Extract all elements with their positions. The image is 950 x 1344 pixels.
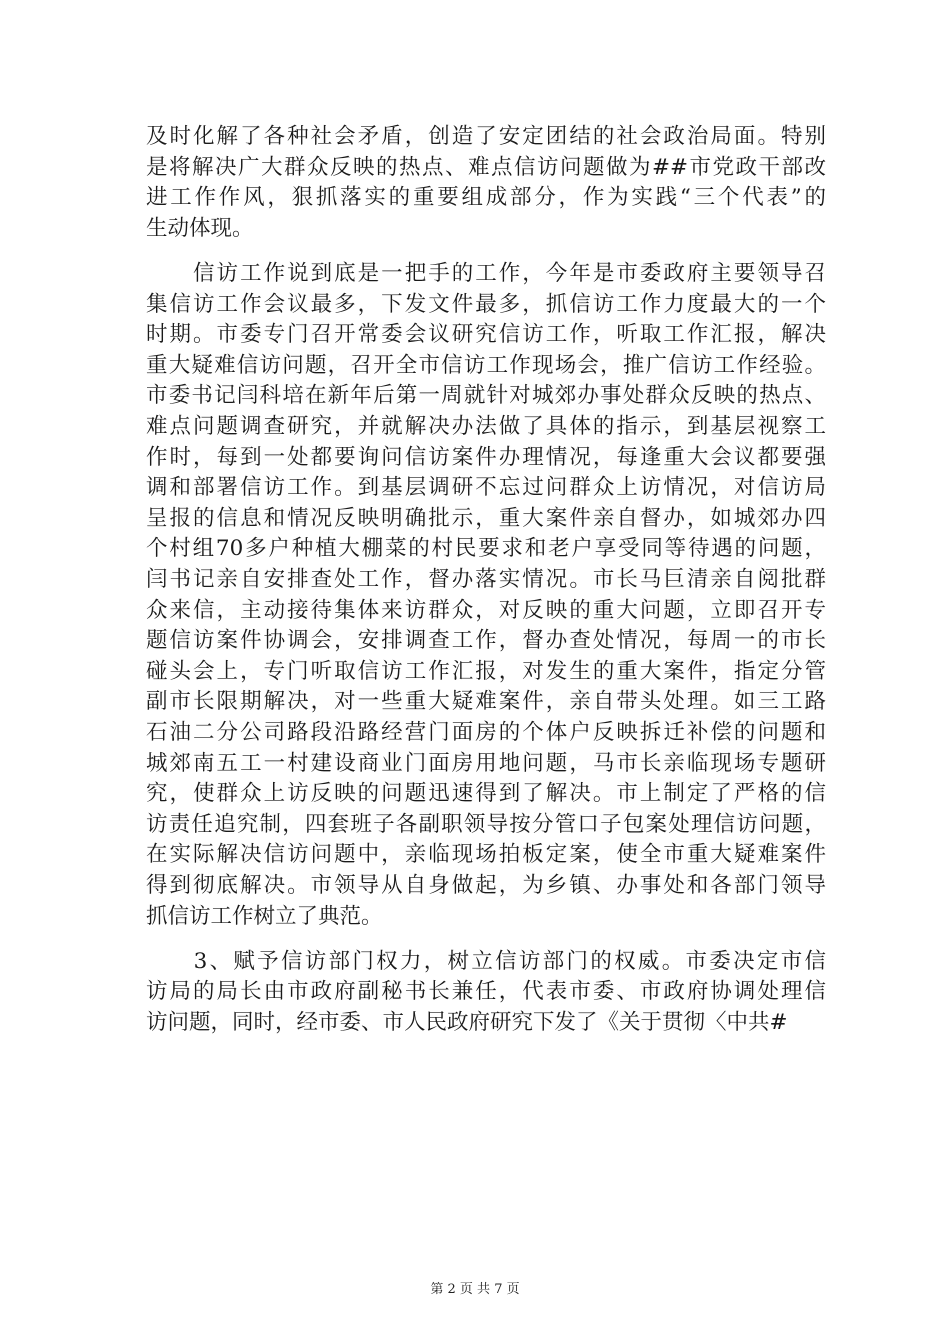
text-line: 城郊南五工一村建设商业门面房用地问题，马市长亲临现场专题研 (146, 751, 826, 776)
text-line: 及时化解了各种社会矛盾，创造了安定团结的社会政治局面。特别 (146, 124, 826, 149)
text-line: 石油二分公司路段沿路经营门面房的个体户反映拆迁补偿的问题和 (146, 720, 826, 745)
text-line: 碰头会上，专门听取信访工作汇报，对发生的重大案件，指定分管 (146, 659, 826, 684)
text-line: 闫书记亲自安排查处工作，督办落实情况。市长马巨清亲自阅批群 (146, 567, 826, 592)
text-line: 个村组70多户种植大棚菜的村民要求和老户享受同等待遇的问题， (146, 536, 826, 561)
text-line: 得到彻底解决。市领导从自身做起，为乡镇、办事处和各部门领导 (146, 873, 826, 898)
text-line: 调和部署信访工作。到基层调研不忘过问群众上访情况，对信访局 (146, 475, 826, 500)
text-line: 3、赋予信访部门权力，树立信访部门的权威。市委决定市信 (146, 949, 826, 974)
text-line: 生动体现。 (146, 216, 254, 241)
text-line: 作时，每到一处都要询问信访案件办理情况，每逢重大会议都要强 (146, 445, 826, 470)
text-line: 众来信，主动接待集体来访群众，对反映的重大问题，立即召开专 (146, 598, 826, 623)
text-line: 信访工作说到底是一把手的工作，今年是市委政府主要领导召 (146, 261, 826, 286)
text-line: 难点问题调查研究，并就解决办法做了具体的指示，到基层视察工 (146, 414, 826, 439)
text-line: 是将解决广大群众反映的热点、难点信访问题做为##市党政干部改 (146, 155, 826, 180)
text-line: 副市长限期解决，对一些重大疑难案件，亲自带头处理。如三工路 (146, 689, 826, 714)
text-line: 访责任追究制，四套班子各副职领导按分管口子包案处理信访问题， (146, 812, 826, 837)
text-line: 集信访工作会议最多，下发文件最多，抓信访工作力度最大的一个 (146, 292, 826, 317)
text-line: 在实际解决信访问题中，亲临现场拍板定案，使全市重大疑难案件 (146, 842, 826, 867)
text-line: 访问题，同时，经市委、市人民政府研究下发了《关于贯彻〈中共# (146, 1010, 788, 1035)
text-line: 进工作作风，狠抓落实的重要组成部分，作为实践“三个代表”的 (146, 185, 826, 210)
page-number-label: 第 2 页 共 7 页 (430, 1282, 520, 1297)
text-line: 究，使群众上访反映的问题迅速得到了解决。市上制定了严格的信 (146, 781, 826, 806)
text-line: 时期。市委专门召开常委会议研究信访工作，听取工作汇报，解决 (146, 322, 826, 347)
text-line: 呈报的信息和情况反映明确批示，重大案件亲自督办，如城郊办四 (146, 506, 826, 531)
text-line: 重大疑难信访问题，召开全市信访工作现场会，推广信访工作经验。 (146, 353, 826, 378)
text-line: 市委书记闫科培在新年后第一周就针对城郊办事处群众反映的热点、 (146, 383, 826, 408)
text-line: 题信访案件协调会，安排调查工作，督办查处情况，每周一的市长 (146, 628, 826, 653)
text-line: 访局的局长由市政府副秘书长兼任，代表市委、市政府协调处理信 (146, 979, 826, 1004)
text-line: 抓信访工作树立了典范。 (146, 904, 383, 929)
page-footer (0, 1278, 950, 1297)
